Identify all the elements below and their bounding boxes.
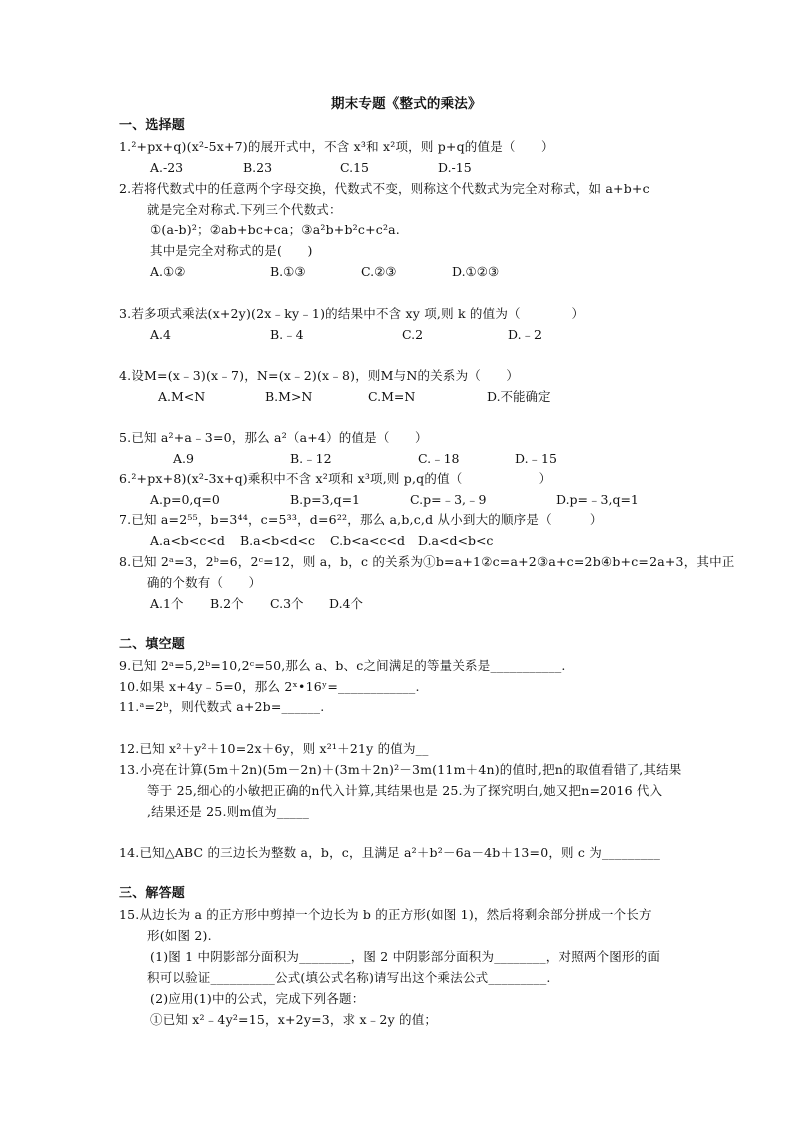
question-3-option-b: B.﹣4 bbox=[270, 327, 304, 342]
question-7-option-b: B.a<b<d<c bbox=[240, 533, 316, 548]
question-15-line-2: 形(如图 2). bbox=[147, 928, 212, 943]
question-15-line-5: (2)应用(1)中的公式，完成下列各题： bbox=[150, 991, 365, 1006]
question-7-option-a: A.a<b<c<d bbox=[150, 533, 225, 548]
question-8-line-1: 8.已知 2ᵃ=3，2ᵇ=6，2ᶜ=12，则 a，b，c 的关系为①b=a+1②c=a+2③a+c=2b④b+c=2a+3，其中正 bbox=[119, 554, 735, 569]
section-heading-choice: 一、选择题 bbox=[119, 118, 186, 133]
question-4-stem: 4.设M=(x﹣3)(x﹣7)，N=(x﹣2)(x﹣8)，则M与N的关系为（ ） bbox=[119, 368, 520, 383]
question-1-stem: 1.²+px+q)(x²-5x+7)的展开式中，不含 x³和 x²项，则 p+q的值是（ ） bbox=[119, 139, 554, 154]
question-4-option-b: B.M>N bbox=[265, 389, 313, 404]
question-2-line-1: 2.若将代数式中的任意两个字母交换，代数式不变，则称这个代数式为完全对称式，如 a+b+c bbox=[119, 181, 650, 196]
question-8-option-c: C.3个 bbox=[270, 596, 304, 611]
question-2-line-3: ①(a-b)²；②ab+bc+ca；③a²b+b²c+c²a. bbox=[150, 222, 400, 237]
question-15-line-3: (1)图 1 中阴影部分面积为________，图 2 中阴影部分面积为________，对照两个图形的面 bbox=[150, 949, 661, 964]
question-9: 9.已知 2ᵃ=5,2ᵇ=10,2ᶜ=50,那么 a、b、c之间满足的等量关系是___________. bbox=[119, 658, 566, 673]
page-title: 期末专题《整式的乘法》 bbox=[331, 96, 482, 112]
question-2-line-2: 就是完全对称式.下列三个代数式： bbox=[147, 202, 342, 217]
question-15-line-4: 积可以验证__________公式(填公式名称)请写出这个乘法公式_________. bbox=[147, 970, 551, 985]
question-8-option-d: D.4个 bbox=[329, 596, 364, 611]
section-heading-fill-in: 二、填空题 bbox=[119, 637, 186, 652]
question-5-option-a: A.9 bbox=[173, 451, 194, 466]
question-8-option-a: A.1个 bbox=[150, 596, 184, 611]
question-15-line-6: ①已知 x²﹣4y²=15，x+2y=3，求 x﹣2y 的值； bbox=[150, 1012, 438, 1027]
question-2-line-4: 其中是完全对称式的是( ) bbox=[150, 243, 313, 258]
question-8-option-b: B.2个 bbox=[210, 596, 244, 611]
question-14: 14.已知△ABC 的三边长为整数 a，b，c，且满足 a²＋b²－6a－4b＋13=0，则 c 为_________ bbox=[119, 845, 661, 860]
question-6-stem: 6.²+px+8)(x²-3x+q)乘积中不含 x²项和 x³项,则 p,q的值（ ） bbox=[119, 471, 552, 486]
question-3-option-d: D.﹣2 bbox=[508, 327, 543, 342]
question-10: 10.如果 x+4y﹣5=0，那么 2ˣ•16ʸ=____________. bbox=[119, 679, 420, 694]
question-2-option-a: A.①② bbox=[150, 264, 186, 279]
question-13-line-2: 等于 25,细心的小敏把正确的n代入计算,其结果也是 25.为了探究明白,她又把n=2016 代入 bbox=[147, 783, 663, 798]
question-15-line-1: 15.从边长为 a 的正方形中剪掉一个边长为 b 的正方形(如图 1)，然后将剩余部分拼成一个长方 bbox=[119, 907, 652, 922]
question-3-stem: 3.若多项式乘法(x+2y)(2x﹣ky﹣1)的结果中不含 xy 项,则 k 的值为（ ） bbox=[119, 306, 585, 321]
question-7-stem: 7.已知 a=2⁵⁵，b=3⁴⁴，c=5³³，d=6²²，那么 a,b,c,d 从小到大的顺序是（ ） bbox=[119, 512, 603, 527]
question-7-option-d: D.a<d<b<c bbox=[418, 533, 494, 548]
question-4-option-d: D.不能确定 bbox=[487, 389, 551, 404]
question-2-option-c: C.②③ bbox=[361, 264, 397, 279]
question-4-option-c: C.M=N bbox=[368, 389, 416, 404]
question-11: 11.ᵃ=2ᵇ，则代数式 a+2b=______. bbox=[119, 699, 325, 714]
question-6-option-d: D.p=﹣3,q=1 bbox=[556, 492, 639, 507]
section-heading-solve: 三、解答题 bbox=[119, 886, 186, 901]
question-3-option-a: A.4 bbox=[150, 327, 171, 342]
question-7-option-c: C.b<a<c<d bbox=[330, 533, 405, 548]
question-1-option-d: D.-15 bbox=[438, 160, 472, 175]
question-6-option-b: B.p=3,q=1 bbox=[290, 492, 360, 507]
question-5-stem: 5.已知 a²+a﹣3=0，那么 a²（a+4）的值是（ ） bbox=[119, 430, 428, 445]
question-6-option-c: C.p=﹣3,﹣9 bbox=[410, 492, 487, 507]
question-2-option-b: B.①③ bbox=[270, 264, 306, 279]
question-1-option-b: B.23 bbox=[243, 160, 273, 175]
question-5-option-d: D.﹣15 bbox=[515, 451, 557, 466]
question-2-option-d: D.①②③ bbox=[452, 264, 500, 279]
question-13-line-3: ,结果还是 25.则m值为_____ bbox=[147, 804, 310, 819]
question-3-option-c: C.2 bbox=[402, 327, 424, 342]
question-12: 12.已知 x²＋y²＋10=2x＋6y，则 x²¹＋21y 的值为__ bbox=[119, 741, 429, 756]
question-5-option-b: B.﹣12 bbox=[290, 451, 332, 466]
question-5-option-c: C.﹣18 bbox=[418, 451, 460, 466]
question-1-option-c: C.15 bbox=[340, 160, 369, 175]
question-8-line-2: 确的个数有（ ） bbox=[147, 575, 262, 590]
question-4-option-a: A.M<N bbox=[158, 389, 206, 404]
question-1-option-a: A.-23 bbox=[150, 160, 184, 175]
question-6-option-a: A.p=0,q=0 bbox=[150, 492, 220, 507]
question-13-line-1: 13.小亮在计算(5m＋2n)(5m－2n)＋(3m＋2n)²－3m(11m＋4n)的值时,把n的取值看错了,其结果 bbox=[119, 762, 682, 777]
